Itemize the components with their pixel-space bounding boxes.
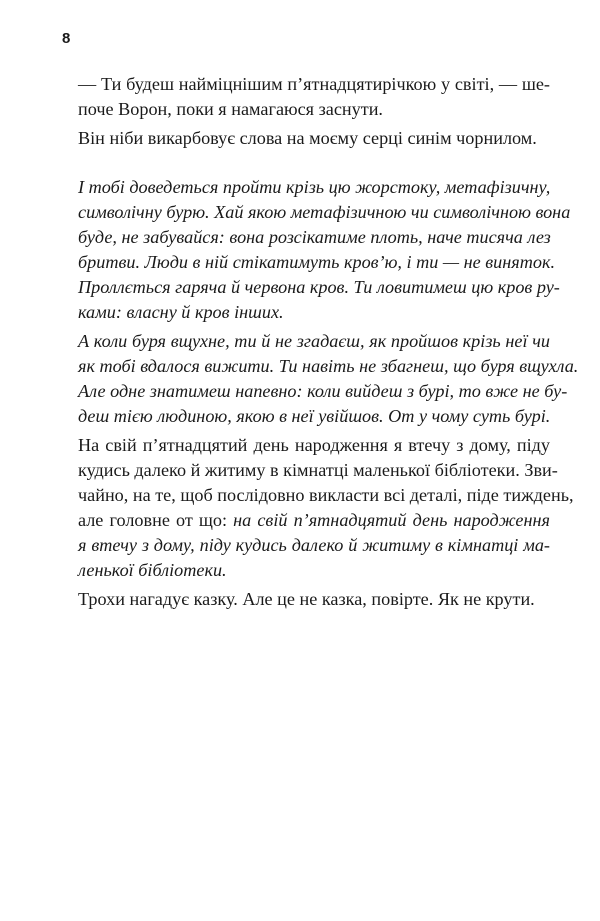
page-number: 8: [62, 30, 71, 47]
text-line: Проллється гаряча й червона кров. Ти ловитимеш цю кров ру-: [78, 277, 560, 297]
text-line: На свій п’ятнадцятий день народження я втечу з дому, піду: [78, 435, 550, 455]
text-line: чайно, на те, щоб послідовно викласти всі деталі, піде тиждень,: [78, 485, 574, 505]
text-italic: на свій п’ятнадцятий день народження: [233, 510, 550, 530]
paragraph-engraving: [62, 126, 550, 151]
paragraph-raven-speech: [62, 72, 550, 122]
text-line: буде, не забувайся: вона розсікатиме плоть, наче тисяча лез: [78, 227, 551, 247]
paragraph-birthday: [62, 433, 574, 583]
body-text: [62, 72, 579, 616]
paragraph-storm-2: [62, 329, 579, 429]
text-line: Але одне знатимеш напевно: коли вийдеш з бурі, то вже не бу-: [78, 381, 568, 401]
text-normal: але головне от що:: [78, 510, 234, 530]
text-line: бритви. Люди в ній стікатимуть кров’ю, і ти — не виняток.: [78, 252, 556, 272]
text-line: як тобі вдалося вижити. Ти навіть не збагнеш, що буря вщухла.: [78, 356, 579, 376]
paragraph-fairy-tale: [62, 587, 550, 612]
paragraph-storm-1: [62, 175, 571, 325]
text-line: Трохи нагадує казку. Але це не казка, повірте. Як не крути.: [78, 589, 535, 609]
text-line: кудись далеко й житиму в кімнатці маленької бібліотеки. Зви-: [78, 460, 558, 480]
text-line: деш тією людиною, якою в неї увійшов. От у чому суть бурі.: [78, 406, 551, 426]
text-line: ленької бібліотеки.: [78, 560, 227, 580]
text-line: Він ніби викарбовує слова на моєму серці синім чорнилом.: [78, 128, 537, 148]
text-line: поче Ворон, поки я намагаюся заснути.: [78, 99, 383, 119]
text-line: — Ти будеш найміцнішим п’ятнадцятирічкою у світі, — ше-: [78, 74, 550, 94]
text-line: ками: власну й кров інших.: [78, 302, 284, 322]
text-line: А коли буря вщухне, ти й не згадаєш, як пройшов крізь неї чи: [78, 331, 550, 351]
text-line-mixed: [62, 508, 550, 533]
text-line: я втечу з дому, піду кудись далеко й житиму в кімнатці ма-: [78, 535, 550, 555]
text-line: символічну бурю. Хай якою метафізичною чи символічною вона: [78, 202, 571, 222]
text-line: І тобі доведеться пройти крізь цю жорстоку, метафізичну,: [78, 177, 551, 197]
